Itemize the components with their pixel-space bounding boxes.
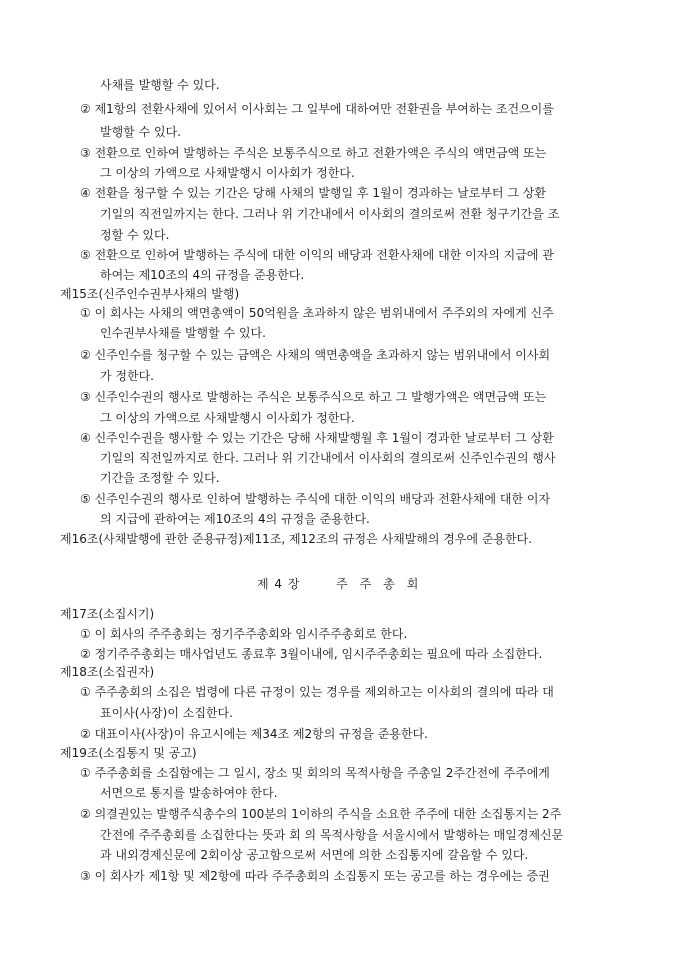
text-line: 가 정한다. xyxy=(100,369,154,383)
text-line: 사채를 발행할 수 있다. xyxy=(100,78,220,92)
text-line: 그 이상의 가액으로 사채발행시 이사회가 정한다. xyxy=(100,411,355,425)
text-line: ① 주주총회의 소집은 법령에 다른 규정이 있는 경우를 제외하고는 이사회의 결의에 따라 대 xyxy=(80,685,554,699)
text-line: 하여는 제10조의 4의 규정을 준용한다. xyxy=(100,268,305,282)
chapter-title: 주주총회 xyxy=(336,577,431,591)
text-line: 서면으로 통지를 발송하여야 한다. xyxy=(100,786,278,800)
text-line: ② 대표이사(사장)이 유고시에는 제34조 제2항의 규정을 준용한다. xyxy=(80,727,428,741)
text-line: 기일의 직전일까지로 한다. 그러나 위 기간내에서 이사회의 결의로써 신주인수권의 행사 xyxy=(100,451,556,465)
text-line: 간전에 주주총회를 소집한다는 뜻과 회 의 목적사항을 서울시에서 발행하는 매일경제신문 xyxy=(100,828,564,842)
text-line: ④ 신주인수권을 행사할 수 있는 기간은 당해 사채발행월 후 1월이 경과한 날로부터 그 상환 xyxy=(80,431,554,445)
text-line: 과 내외경제신문에 2회이상 공고함으로써 서면에 의한 소집통지에 갈음할 수 있다. xyxy=(100,848,529,862)
text-line: ③ 신주인수권의 행사로 발행하는 주식은 보통주식으로 하고 그 발행가액은 액면금액 또는 xyxy=(80,390,547,404)
text-line: 기일의 직전일까지는 한다. 그러나 위 기간내에서 이사회의 결의로써 전환 청구기간을 조 xyxy=(100,207,560,221)
text-line: ② 신주인수를 청구할 수 있는 금액은 사채의 액면총액을 초과하지 않는 범위내에서 이사회 xyxy=(80,348,551,362)
text-line: 표이사(사장)이 소집한다. xyxy=(100,706,233,720)
text-line: ③ 이 회사가 제1항 및 제2항에 따라 주주총회의 소집통지 또는 공고를 하는 경우에는 증권 xyxy=(80,869,550,883)
text-line: 발행할 수 있다. xyxy=(100,125,181,139)
text-line: 의 지급에 관하여는 제10조의 4의 규정을 준용한다. xyxy=(100,512,370,526)
text-line: 그 이상의 가액으로 사채발행시 이사회가 정한다. xyxy=(100,166,355,180)
text-line: ② 제1항의 전환사채에 있어서 이사회는 그 일부에 대하여만 전환권을 부여하는 조건으이를 xyxy=(80,102,554,116)
clause-heading: 제18조(소집권자) xyxy=(60,665,155,679)
text-line: ⑤ 신주인수권의 행사로 인하여 발행하는 주식에 대한 이익의 배당과 전환사채에 대한 이자 xyxy=(80,492,551,506)
clause-heading: 제17조(소집시기) xyxy=(60,607,155,621)
text-line: ① 주주총회를 소집함에는 그 일시, 장소 및 회의의 목적사항을 주총일 2주간전에 주주에게 xyxy=(80,766,550,780)
text-line: ① 이 회사의 주주총회는 정기주주총회와 임시주주총회로 한다. xyxy=(80,627,408,641)
clause-heading: 제16조(사채발행에 관한 준용규정)제11조, 제12조의 규정은 사채발해의 경우에 준용한다. xyxy=(60,532,533,546)
clause-heading: 제19조(소집통지 및 공고) xyxy=(60,746,197,760)
text-line: ② 의결권있는 발행주식총수의 100분의 1이하의 주식을 소요한 주주에 대한 소집통지는 2주 xyxy=(80,807,562,821)
text-line: ② 정기주주총회는 매사업년도 종료후 3월이내에, 임시주주총회는 필요에 따라 소집한다. xyxy=(80,647,543,661)
text-line: ④ 전환을 청구할 수 있는 기간은 당해 사채의 발행일 후 1월이 경과하는 날로부터 그 상환 xyxy=(80,186,546,200)
text-line: 인수권부사채를 발행할 수 있다. xyxy=(100,326,266,340)
text-line: ③ 전환으로 인하여 발행하는 주식은 보통주식으로 하고 전환가액은 주식의 액면금액 또는 xyxy=(80,146,547,160)
chapter-number: 제 4 장 xyxy=(257,577,301,591)
text-line: 정할 수 있다. xyxy=(100,228,170,242)
clause-heading: 제15조(신주인수권부사채의 발행) xyxy=(60,287,240,301)
text-line: ⑤ 전환으로 인하여 발행하는 주식에 대한 이익의 배당과 전환사채에 대한 이자의 지급에 관 xyxy=(80,248,554,262)
text-line: 기간을 조정할 수 있다. xyxy=(100,471,220,485)
text-line: ① 이 회사는 사채의 액면총액이 50억원을 초과하지 않은 범위내에서 주주외의 자에게 신주 xyxy=(80,306,554,320)
